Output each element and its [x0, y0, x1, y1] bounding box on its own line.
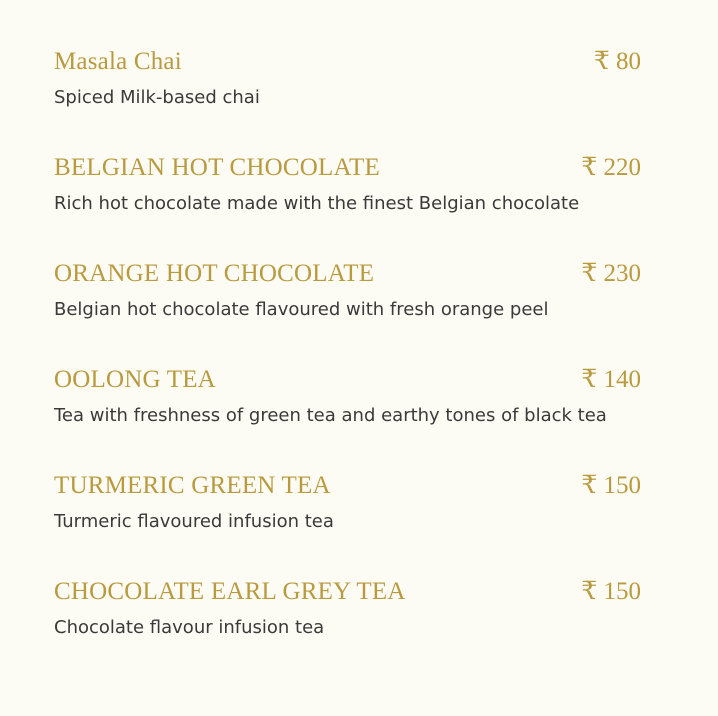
item-description: Rich hot chocolate made with the finest Belgian chocolate: [54, 193, 580, 214]
menu-item: [0, 256, 718, 362]
item-name: ORANGE HOT CHOCOLATE: [54, 260, 375, 287]
item-name: BELGIAN HOT CHOCOLATE: [54, 154, 380, 181]
item-name: Masala Chai: [54, 48, 182, 75]
menu-item: [0, 362, 718, 468]
item-description: Turmeric flavoured infusion tea: [54, 511, 334, 532]
item-description: Chocolate flavour infusion tea: [54, 617, 325, 638]
item-price: ₹ 150: [581, 472, 641, 499]
menu-item: [0, 468, 718, 574]
menu-item: [0, 44, 718, 150]
item-description: Belgian hot chocolate flavoured with fresh orange peel: [54, 299, 549, 320]
item-price: ₹ 220: [581, 154, 641, 181]
item-price: ₹ 80: [593, 48, 641, 75]
item-name: TURMERIC GREEN TEA: [54, 472, 331, 499]
item-price: ₹ 230: [581, 260, 641, 287]
item-description: Tea with freshness of green tea and earthy tones of black tea: [54, 405, 607, 426]
item-name: OOLONG TEA: [54, 366, 216, 393]
menu-item: [0, 574, 718, 680]
item-description: Spiced Milk-based chai: [54, 87, 260, 108]
item-name: CHOCOLATE EARL GREY TEA: [54, 578, 406, 605]
item-price: ₹ 140: [581, 366, 641, 393]
menu-item: [0, 150, 718, 256]
item-price: ₹ 150: [581, 578, 641, 605]
